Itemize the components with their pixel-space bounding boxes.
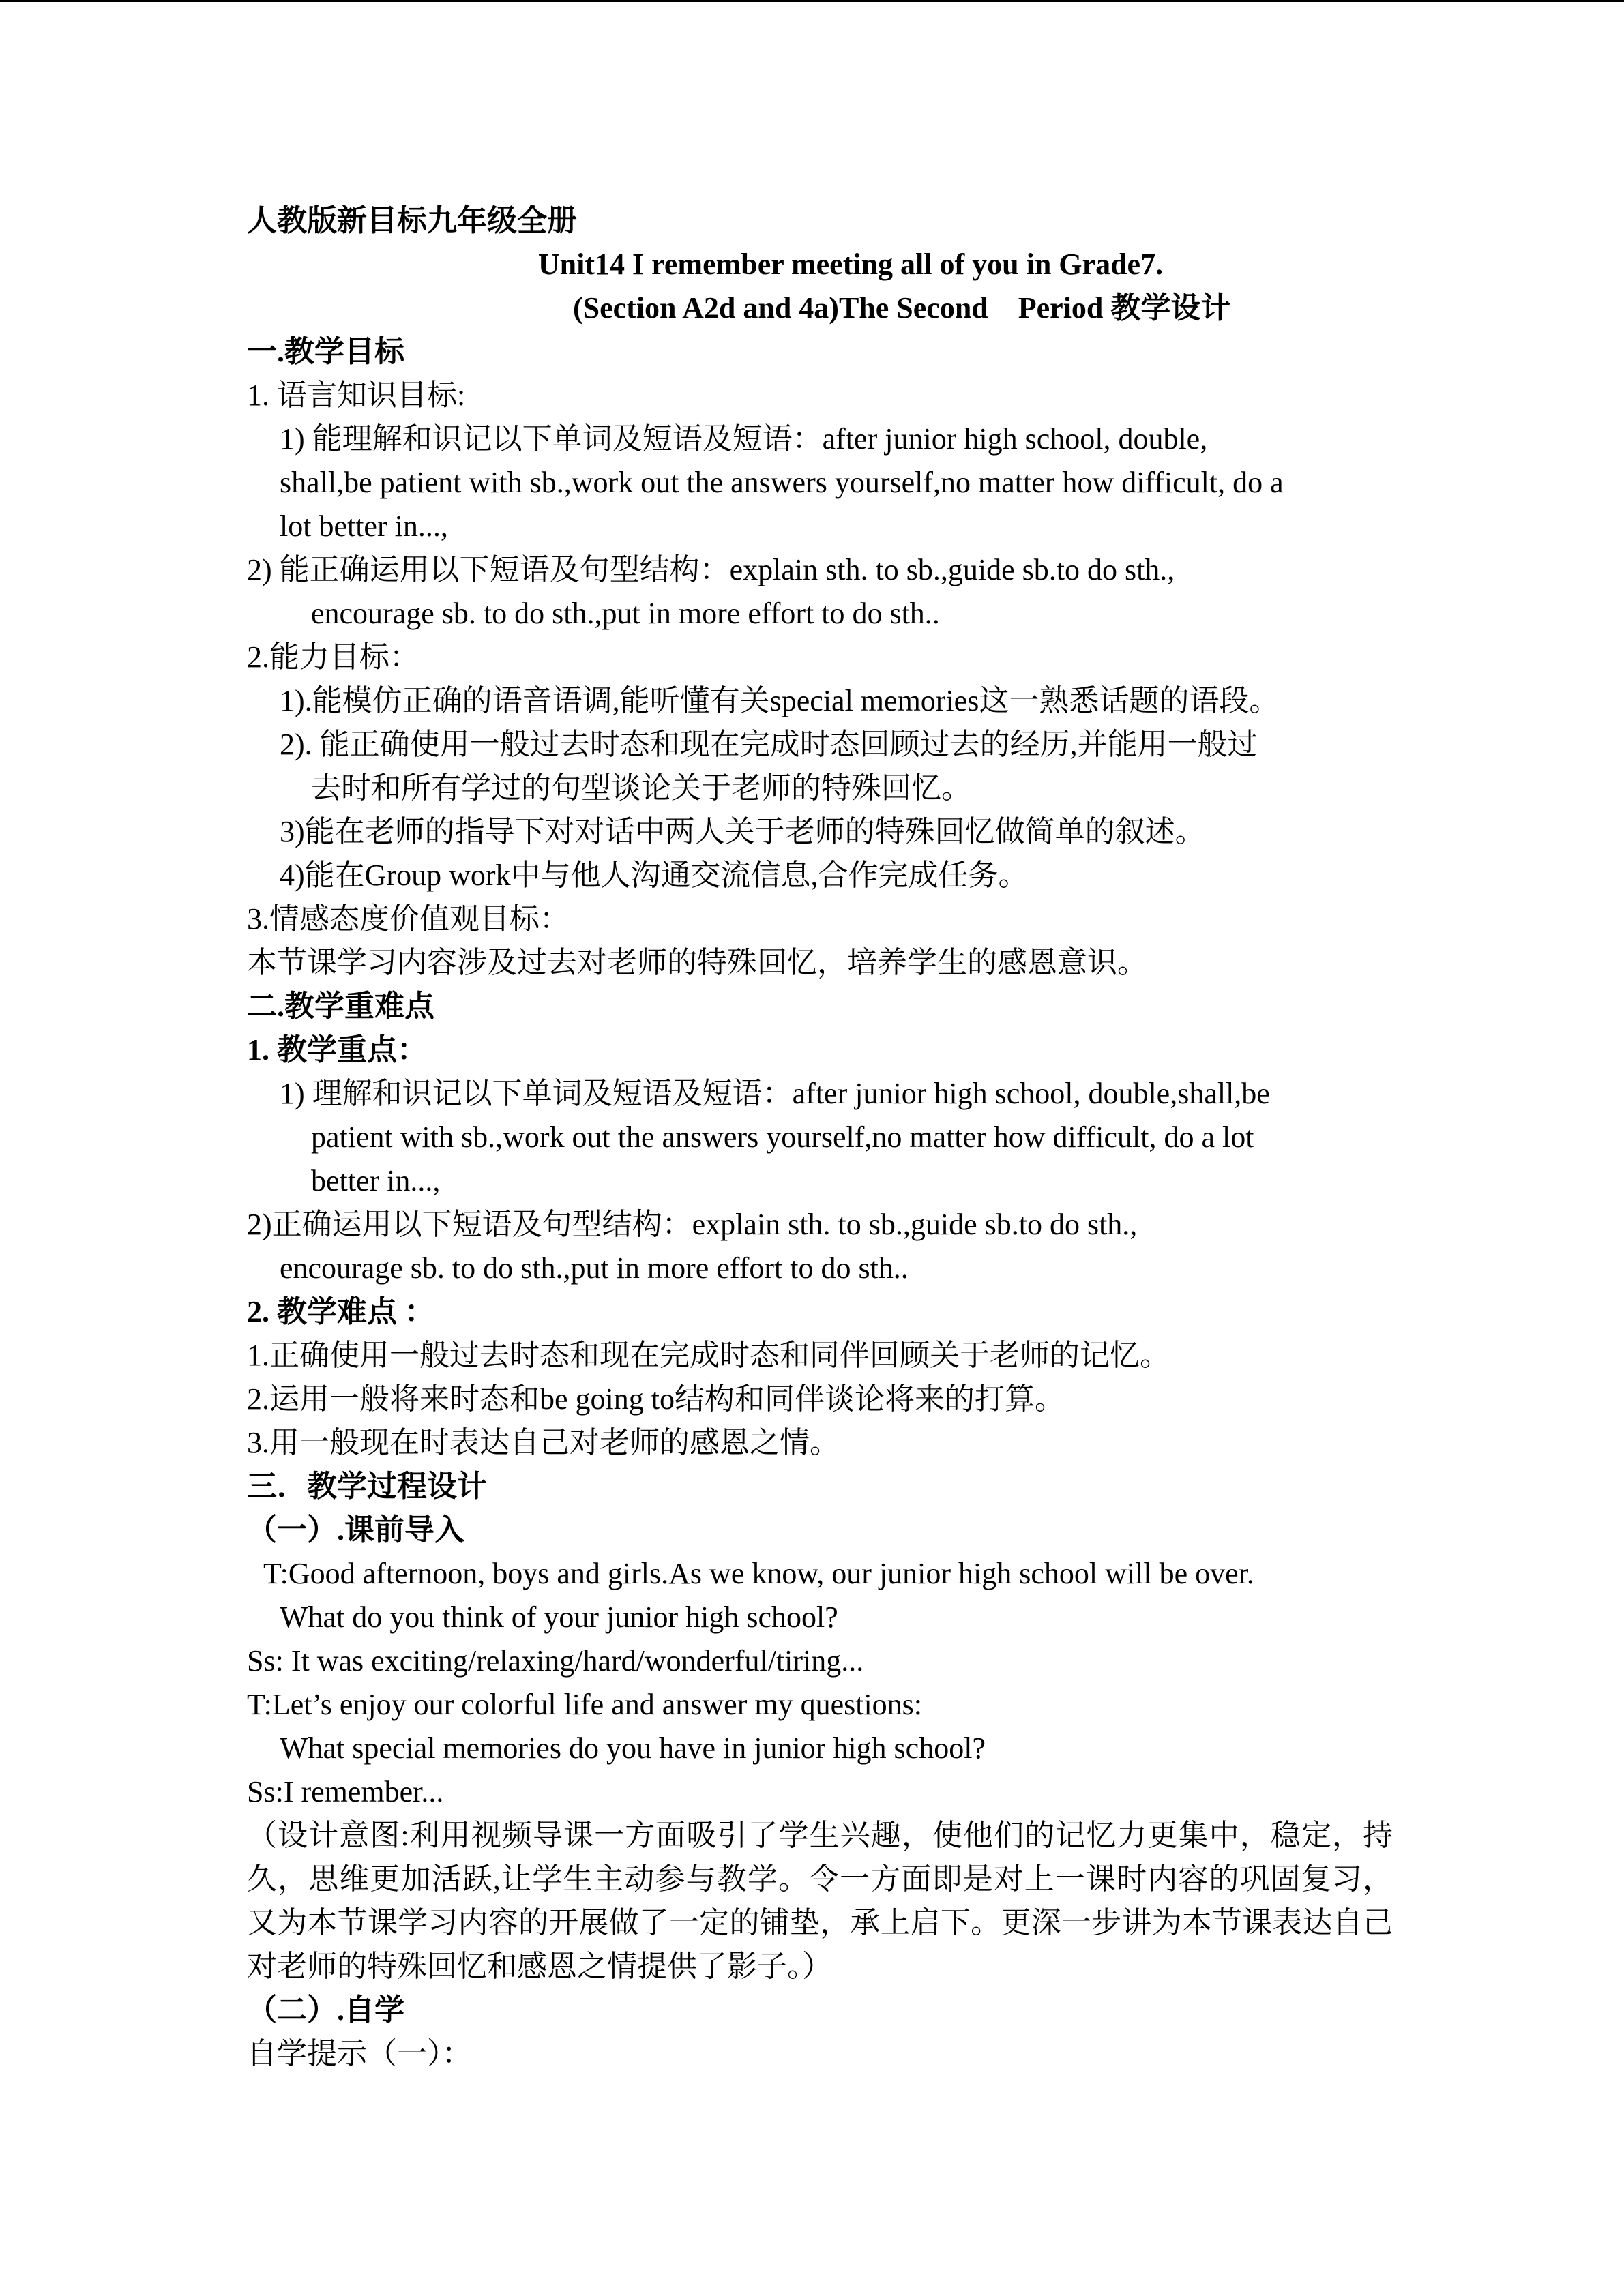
goal-item-continued: 去时和所有学过的句型谈论关于老师的特殊回忆。 [311,771,971,805]
difficult-point-item: 1.正确使用一般过去时态和现在完成时态和同伴回顾关于老师的记忆。 [247,1339,1170,1372]
subheading-language-goals: 1. 语言知识目标: [247,378,466,412]
dialogue-line: T:Good afternoon, boys and girls.As we know, our junior high school will be over. [263,1557,1254,1590]
goal-item: 1).能模仿正确的语音语调,能听懂有关special memories这一熟悉话题的语段。 [280,684,1280,717]
section-heading-process: 三．教学过程设计 [247,1470,487,1503]
dialogue-line-continued: What do you think of your junior high school? [280,1600,838,1634]
goal-item-continued: lot better in..., [280,509,448,543]
section-heading-objectives: 一.教学目标 [247,335,404,368]
dialogue-line: Ss:I remember... [247,1775,444,1808]
document-page [247,199,1393,2076]
key-point-item: 2)正确运用以下短语及句型结构：explain sth. to sb.,guide sb.to do sth., [247,1208,1138,1241]
key-point-item: 1) 理解和识记以下单词及短语及短语：after junior high school, double,shall,be [280,1077,1270,1110]
top-border-line [0,0,1624,2]
subheading-key-points: 1. 教学重点： [247,1033,427,1067]
goal-item-continued: encourage sb. to do sth.,put in more effort to do sth.. [311,597,940,630]
goal-item-continued: shall,be patient with sb.,work out the answers yourself,no matter how difficult, do a [280,466,1284,499]
goal-item: 1) 能理解和识记以下单词及短语及短语：after junior high school, double, [280,422,1208,456]
document-subtitle: (Section A2d and 4a)The Second Period 教学设计 [573,291,1231,325]
goal-item: 本节课学习内容涉及过去对老师的特殊回忆，培养学生的感恩意识。 [247,946,1147,979]
subheading-ability-goals: 2.能力目标： [247,640,419,674]
goal-item: 2). 能正确使用一般过去时态和现在完成时态回顾过去的经历,并能用一般过 [280,728,1258,761]
goal-item: 3)能在老师的指导下对对话中两人关于老师的特殊回忆做简单的叙述。 [280,815,1205,848]
key-point-item-continued: better in..., [311,1164,441,1197]
document-header: 人教版新目标九年级全册 [247,204,577,237]
subheading-self-study: （二）.自学 [247,1993,404,2027]
dialogue-line: Ss: It was exciting/relaxing/hard/wonderful/tiring... [247,1644,864,1678]
key-point-item-continued: patient with sb.,work out the answers yourself,no matter how difficult, do a lot [311,1120,1254,1154]
design-note-paragraph: （设计意图:利用视频导课一方面吸引了学生兴趣，使他们的记忆力更集中，稳定，持久，思维更加活跃,让学生主动参与教学。令一方面即是对上一课时内容的巩固复习，又为本节课学习内容的开展做了一定的铺垫，承上启下。更深一步讲为本节课表达自己对老师的特殊回忆和感恩之情提供了影子。） [247,1819,1393,1983]
difficult-point-item: 2.运用一般将来时态和be going to结构和同伴谈论将来的打算。 [247,1382,1065,1416]
document-title: Unit14 I remember meeting all of you in Grade7. [537,248,1164,281]
subheading-lead-in: （一）.课前导入 [247,1513,464,1547]
key-point-item-continued: encourage sb. to do sth.,put in more effort to do sth.. [280,1251,909,1285]
dialogue-line-continued: What special memories do you have in junior high school? [280,1731,986,1765]
goal-item: 2) 能正确运用以下短语及句型结构：explain sth. to sb.,guide sb.to do sth., [247,553,1175,586]
section-heading-key-points: 二.教学重难点 [247,989,434,1023]
dialogue-line: T:Let’s enjoy our colorful life and answer my questions: [247,1688,923,1721]
difficult-point-item: 3.用一般现在时表达自己对老师的感恩之情。 [247,1426,840,1459]
goal-item: 4)能在Group work中与他人沟通交流信息,合作完成任务。 [280,859,1029,892]
subheading-affective-goals: 3.情感态度价值观目标： [247,902,570,936]
self-study-hint: 自学提示（一）： [247,2037,472,2070]
subheading-difficult-points: 2. 教学难点 ： [247,1295,434,1328]
